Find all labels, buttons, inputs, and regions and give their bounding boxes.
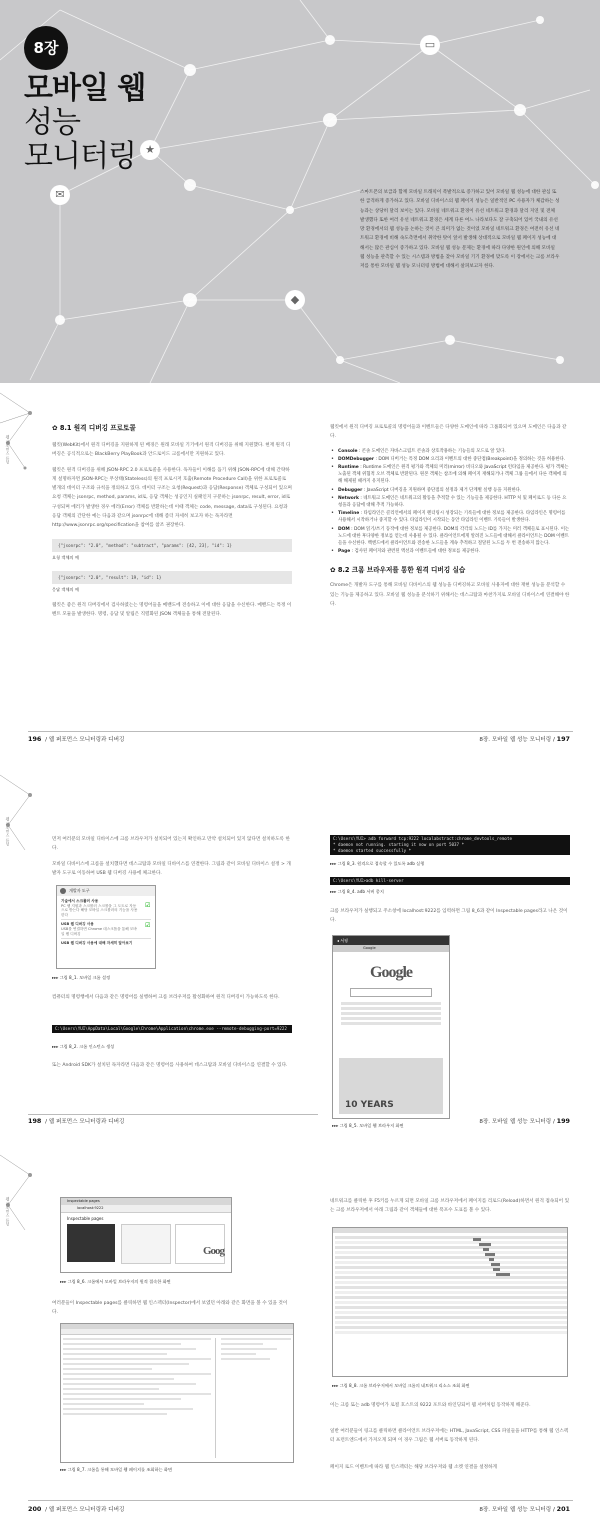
spread-200-201: [0, 1145, 600, 1532]
list-item: • Network : 네트워크 도메인은 네트워크의 활동을 추적할 수 있는 기능들을 제공한다. HTTP 처 및 페이로드 등 다른 요청을과 응답에 대해 추적 가능하다.: [330, 495, 570, 509]
page-folio-right: 8장. 모바일 웹 성능 모니터링 / 197: [479, 735, 570, 743]
page-folio-right: 8장. 모바일 웹 성능 모니터링 / 201: [479, 1505, 570, 1513]
figure-caption: ▸▸▸ 그림 8_7. 크롬을 통해 모바일 웹 페이지를 조회하는 화면: [60, 1467, 172, 1472]
footer-rule: [28, 1114, 318, 1115]
code-caption: 요청 객체의 예: [52, 554, 79, 560]
chapter-title-line1: 모바일 웹: [24, 71, 146, 106]
paragraph: 웹킷은 좋은 원격 디버깅에서 검사하였는는 명령어들을 메밴도에 전송하고 이에 대한 응답을 수신한다. 메밴드는 특정 이벤트 모듈을 발생한다. 명령, 응답 및 알림은 직렬화된 JSON 객체들을 통해 전달된다.: [52, 602, 292, 617]
phone-banner-area: [339, 1058, 443, 1114]
paragraph: 일반 여러분들이 링크를 클릭하면 클라이언트 브라우저에는 HTML, JavaScript, CSS 파일들을 HTTP를 통해 웹 인스펙터 프런트엔드에서 가져오게 되며 이 경우 그림은 웹 서버로 동작하게 된다.: [330, 1429, 569, 1444]
flower-icon: ✿: [330, 566, 338, 575]
spread-196-197: [0, 383, 600, 765]
star-icon: ★: [140, 140, 160, 160]
code-block-request: {"jsonrpc": "2.0", "method": "subtract", "params": [42, 23], "id": 1}: [52, 539, 292, 552]
tv-icon: ▭: [420, 35, 440, 55]
page-thumbnail-google[interactable]: Goog: [175, 1224, 225, 1264]
footer-rule: [28, 1500, 573, 1501]
paragraph: 여러분들이 Inspectable pages를 클릭하면 웹 인스펙터(Inspector)에서 보였던 아래와 같은 화면을 볼 수 있을 것이다.: [52, 1301, 288, 1316]
flower-icon: ✿: [52, 424, 60, 432]
dev-tools-screenshot: 개발자 도구 기술에서 스크롤러 사용 PC 웹 지원과 스크롤러 스크롤을 그 도트로 자동으로 받는다 해당 모바일 스크롤러의 기능을 사용한다 USB 웹 디버깅 사용 USB를 연결하면 Chrome 데스크톱을 통해 모바일 웹 디버깅 USB 웹 디버깅 사용에 대해 자세히 알아보기 ☑ ☑: [56, 885, 156, 969]
side-tab: 웹 퍼포먼스 튜닝: [6, 435, 11, 465]
paragraph: Chrome은 개발자 도구를 통해 모바일 디바이스의 웹 성능을 디버깅하고 모바일 사용자에 대한 재현 성능을 분석할 수 있는 기능을 제공하고 있다. 모바일 웹 성능을 분석하기 위해서는 데스크탑과 마찬가지로 모바일 디바이스에 연결해야 한다.: [330, 583, 570, 608]
side-tab: 웹 퍼포먼스 튜닝: [6, 817, 11, 847]
phone-browser-screenshot: ◂ 서핑 Google Google 10 YEARS: [332, 935, 450, 1119]
list-item: • Page : 검사된 페이지와 관련된 액션과 이벤트들에 대한 정보를 제공한다.: [330, 548, 570, 555]
list-item: • DOM : DOM 읽기/쓰기 동작에 대한 정보를 제공한다. DOM의 각각의 노드는 ID를 가지는 미러 객체들로 표시된다. 이는 노드에 대한 후다양한 정보를 얻는데 사용될 수 있다. 클라이언트에게 알려진 노드들에 대해서 클라이언트는 DOM 이벤트들을 수신한다. 백엔드에서 클라이언트와 전송한 노드들을 계속 추적하고 절달된 노드를 두 번 전송하지 않는다.: [330, 526, 570, 548]
figure-caption: ▸▸▸ 그림 8_2. 크롬 인스턴스 생성: [52, 1044, 115, 1049]
address-bar: localhost:9222: [61, 1205, 231, 1213]
side-tab: 웹 퍼포먼스 튜닝: [6, 1197, 11, 1227]
paragraph: 페이지 로드 이벤트에 따라 웹 인스펙터는 해당 브라우저와 웹 소켓 연결을 설정하게: [330, 1465, 497, 1470]
list-item: • DOMDebugger : DOM 디버거는 특정 DOM 요리과 이벤트의 대한 중단점(Breakpoint)을 정의하는 것을 허용한다.: [330, 456, 570, 463]
figure-caption: ▸▸▸ 그림 8_3. 원격으로 접속할 수 있도록 adb 실행: [330, 861, 425, 866]
page-folio-left: 198 / 웹 퍼포먼스 모니터링과 디버깅: [28, 1117, 125, 1125]
checkbox-checked-icon: ☑: [145, 922, 151, 929]
page-folio-left: 196 / 웹 퍼포먼스 모니터링과 디버깅: [28, 735, 125, 743]
paragraph: 모바일 디바이스에 크롬을 설치했다면 데스크탑과 모바일 디바이스를 연결한다. 그림과 같이 모바일 디바이스 설정 > 개발자 도구로 이동하여 USB 웹 디버깅 사용에 체크한다.: [52, 861, 291, 876]
section-8-2-title: ✿ 8.2 크롬 브라우저를 통한 원격 디버깅 실습: [330, 566, 466, 575]
google-logo: Google: [370, 964, 412, 981]
page-thumbnail[interactable]: [121, 1224, 171, 1264]
page-thumbnail[interactable]: [67, 1224, 115, 1262]
paragraph: 크롬 브라우저가 실행되고 주소창에 localhost:9222를 입력하면 그림 8_6과 같이 Inspectable pages라고 나온 것이다.: [330, 909, 568, 924]
chapter-title-line2: 성능: [24, 105, 80, 140]
tag-icon: ◆: [285, 290, 305, 310]
paragraph: 또는 Android SDK가 설치된 독자라면 다음과 같은 명령어를 사용하여 데스크탑과 모바일 디바이스를 연결할 수 있다.: [52, 1063, 288, 1068]
figure-caption: ▸▸▸ 그림 8_4. adb 서버 종지: [330, 889, 384, 894]
back-arrow-icon: ◂: [337, 938, 341, 943]
chapter-hero: [0, 0, 600, 383]
inspectable-pages-screenshot: [60, 1197, 232, 1273]
section-8-1-title: ✿ 8.1 원격 디버깅 프로토콜: [52, 424, 136, 432]
list-item: • Console : 콘솔 도메인은 자바스크립트 콘솔과 상호작용하는 기능들의 모드로 알 있다.: [330, 448, 570, 455]
inspectable-heading: Inspectable pages: [67, 1216, 104, 1221]
code-caption: 응답 객체의 예: [52, 586, 79, 592]
footer-rule: [28, 731, 573, 732]
terminal-chrome-command: C:\Users\YUI\AppData\Local\Google\Chrome\Application\chrome.exe --remote-debugging-port=9222: [52, 1025, 292, 1033]
figure-caption: ▸▸▸ 그림 8_1. 모바일 크롬 설정: [52, 975, 111, 980]
browser-tab: Inspectable pages: [61, 1198, 231, 1205]
paragraph: 웹킷(WebKit)에서 원격 디버깅을 지원하게 된 배경은 원래 모바일 기기에서 원격 디버깅을 위해 지원했다. 현재 원격 디버깅은 공식적으로는 BlackBerry PlayBook과 안드로이드 크롬에서만 지원하고 있다.: [52, 443, 291, 458]
web-inspector-screenshot: [60, 1323, 294, 1463]
phone-search-box: [350, 988, 432, 997]
chapter-badge: 8장: [24, 26, 68, 70]
paragraph: 네트워크를 클릭한 후 F5키를 누르게 되면 모바일 크롬 브라우저에서 페이지를 리로드(Reload)하면서 원격 접속되어 있는 크롬 브라우저에서 아래 그림과 같이 객체들에 대한 폭포수 도표를 볼 수 있다.: [330, 1199, 570, 1214]
chapter-intro: 스마트폰의 보급과 함께 모바일 트래픽이 폭발적으로 증가하고 있어 모바일 웹 성능에 대한 관심 또한 급격하게 증가하고 있다. 모바일 디바이스의 웹 페이지 성능은 일반적인 PC 사용자가 체감하는 성능과는 상당히 달리 보이는 있다. 모바일 네트워크 환경이 유선 네트워크 환경과 달리 지연 및 전체 발생했다 또한 여러 유선 네트워크 환경은 세계 다른 여느 나라보다도 잘 구축되어 있어 국내의 유선망 환경에서의 웹 성능을 논하는 것이 큰 의미가 없는 것이었 모바일 네트워크 환경은 여전히 유선 네트워크 환경에 비해 속도측면에서 취약한 탓이 앞서 발생해 상대적으로 모바일 웹 페이지 성능에 대해서는 많은 관심이 증가하고 있다. 모바일 웹 성능 문제는 환경에 따라 다양한 원인에 의해 모바일 웹 성능을 관측할 수 있는 시스템과 방법을 찾아 모바일 기기 환경에 맞도록 이 장에서는 크롬 브라우저를 통한 모바일 웹 성능 모니터링 방법에 대해서 살펴보고자 한다.: [360, 190, 560, 270]
network-waterfall-screenshot: [332, 1227, 568, 1377]
phone-tab: Google: [333, 945, 449, 952]
terminal-adb-kill: C:\Users\YUI>adb kill-server: [330, 877, 570, 885]
page-folio-right: 8장. 모바일 웹 성능 모니터링 / 199: [479, 1117, 570, 1125]
list-item: • Runtime : Runtime 도메인은 원격 평가와 객체의 미러(mirror) 비디오와 JavaScript 런타임을 제공한다. 평가 객체는 노출된 객체 위협적 오브 객체로 반환된다. 원본 객체는 참조에 의해 페이지 재해되거나 객체 그룹 들에서 다른 객체에 의해 해제될 때까지 유지된다.: [330, 464, 570, 486]
chapter-title-line3: 모니터링: [24, 139, 136, 174]
figure-caption: ▸▸▸ 그림 8_8. 크롬 브라우저에서 모바일 크롬의 네트워크 리소스 조회 화면: [332, 1383, 470, 1388]
list-item: • Timeline : 타임라인은 콜리언에서의 페이지 렌더링시 성장되는 기록들에 대한 정보를 제공한다. 타임라인은 명령어를 사용해서 시작하거나 중지할 수 있다. 타임라인이 시작되는 동안 타임라인 이벤트 기록들이 발생한다.: [330, 510, 570, 524]
checkbox-checked-icon: ☑: [145, 902, 151, 909]
paragraph: 컴퓨터의 명령행에서 다음과 같은 명령어를 실행하여 크롬 브라우저를 활성화하여 원격 디버깅이 가능하도록 한다.: [52, 995, 280, 1000]
domain-list: [330, 448, 570, 556]
paragraph: 이는 크롬 또는 adb 명령어가 로컬 호스트의 9222 포트와 바인딩되어 웹 서버처럼 동작하게 해준다.: [330, 1403, 531, 1408]
chrome-icon: [60, 888, 66, 894]
mail-icon: ✉: [50, 185, 70, 205]
figure-caption: ▸▸▸ 그림 8_6. 크롬에서 모바일 브라우저의 원격 접속한 화면: [60, 1279, 171, 1284]
paragraph: 웹킷에서 원격 디버깅 프로토콜의 명령어들과 이벤트들은 다양한 도메인에 따라 그룹화되어 있으며 도메인은 다음과 같다.: [330, 425, 567, 440]
paragraph: 먼저 여러분의 모바일 디바이스에 크롬 브라우저가 설치되어 있는지 확인하고 만약 설치되어 있지 않다면 설치하도록 한다.: [52, 837, 290, 852]
spread-198-199: [0, 765, 600, 1145]
code-block-response: {"jsonrpc": "2.0", "result": 19, "id": 1}: [52, 571, 292, 584]
ten-years-banner: 10 YEARS: [345, 1100, 394, 1110]
paragraph: 웹킷은 원격 디버깅을 위해 JSON-RPC 2.0 프로토콜을 사용한다. 독자들이 이해를 돕기 위해 JSON-RPC에 대해 간략하게 설명하자면 JSON-RPC는 무상태(Stateless)의 원격 프로시저 호출(Remote Procedure Call)을 위한 프로토콜로 별개의 데이터 구조와 규칙을 정의하고 있다. 데이터 구조는 요청(Request)과 응답(Response) 객체로 구성되어 있으며 요청 객체는 jsonrpc, method, params, id로, 응답 객체는 성공인지 실패인지 구분하는 jsonrpc, result, error, id로 구성되며 에러가 발생한 경우 에러(Error) 객체를 반환하는데 이때 객체는 code, message, data로 구성된다. 요청과 응답 객체의 간단한 예는 다음과 같으며 jsonrpc에 대해 좀더 자세히 보고자 하는 독자라면 http://www.jsonrpc.org/specification을 참여를 참조 권장한다.: [52, 467, 292, 529]
page-folio-left: 200 / 웹 퍼포먼스 모니터링과 디버깅: [28, 1505, 125, 1513]
terminal-adb-forward: C:\Users\YUI> adb forward tcp:9222 localabstract:chrome_devtools_remote * daemon not running. starting it now on port 5037 * * daemon started successfully *: [330, 835, 570, 855]
figure-caption: ▸▸▸ 그림 8_5. 모바일 웹 브라우저 화면: [332, 1123, 404, 1128]
list-item: • Debugger : JavaScript 디버깅을 지원하며 중단점의 설정과 제거 단계별 실행 등을 지원한다.: [330, 487, 570, 494]
